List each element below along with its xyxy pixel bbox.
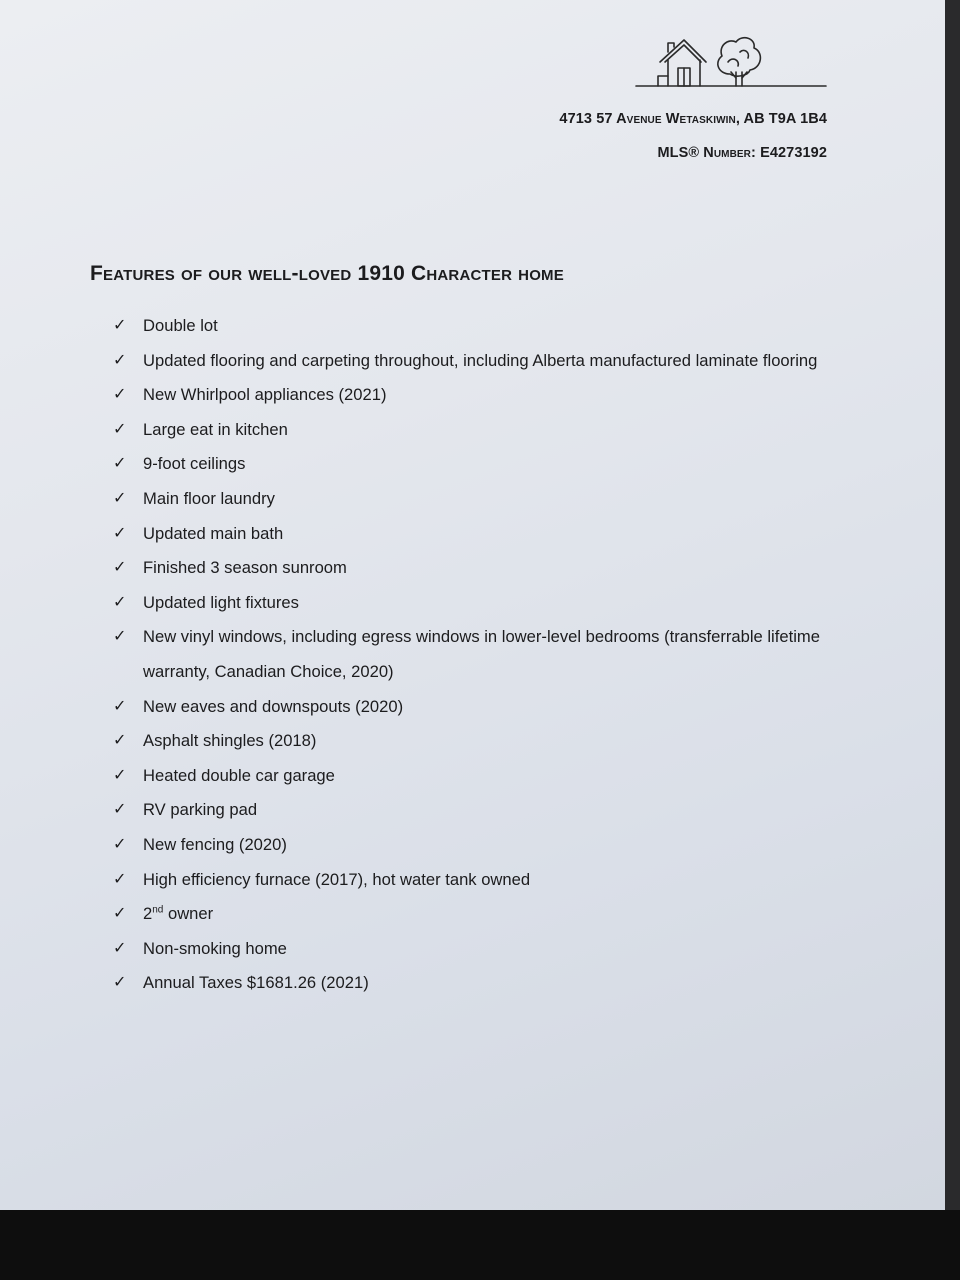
feature-rest: owner [163,904,214,924]
feature-text: RV parking pad [143,800,258,820]
checkmark-icon: ✓ [113,974,127,992]
checkmark-icon: ✓ [113,559,127,577]
feature-item [113,586,833,621]
feature-text: Updated main bath [143,523,284,543]
features-list [113,309,833,1001]
checkmark-icon: ✓ [113,766,127,784]
feature-item [113,759,833,794]
feature-item [113,309,833,344]
checkmark-icon: ✓ [113,455,127,473]
feature-item [113,551,833,586]
page-title: Features of our well-loved 1910 Character home [90,262,564,285]
property-address: 4713 57 Avenue Wetaskiwin, AB T9A 1B4 [559,111,827,127]
feature-text: Large eat in kitchen [143,419,288,439]
feature-text: Updated light fixtures [143,592,299,612]
feature-item [113,690,833,725]
checkmark-icon: ✓ [113,351,127,369]
feature-text: New vinyl windows, including egress windows in lower-level bedrooms (transferrable lifetime warranty, Canadian Choice, 2020) [143,627,820,681]
feature-text: Double lot [143,316,218,335]
feature-item [113,620,833,689]
ordinal-suffix: nd [152,904,164,916]
checkmark-icon: ✓ [113,317,127,334]
feature-text: Finished 3 season sunroom [143,558,347,578]
feature-text: Main floor laundry [143,488,275,508]
mls-value: E4273192 [760,145,827,161]
feature-item [113,413,833,448]
checkmark-icon: ✓ [113,697,127,715]
feature-text [143,904,213,923]
checkmark-icon: ✓ [113,835,127,853]
feature-item [113,932,833,967]
feature-text: High efficiency furnace (2017), hot water tank owned [143,869,531,889]
checkmark-icon: ✓ [113,939,127,957]
feature-text: New Whirlpool appliances (2021) [143,385,387,405]
feature-text: New eaves and downspouts (2020) [143,696,404,716]
checkmark-icon: ✓ [113,593,127,611]
house-and-tree-icon [632,32,832,92]
checkmark-icon: ✓ [113,386,127,404]
feature-item [113,378,833,413]
feature-text: Heated double car garage [143,765,335,785]
checkmark-icon: ✓ [113,732,127,750]
feature-item [113,966,833,1001]
feature-item [113,793,833,828]
checkmark-icon: ✓ [113,524,127,542]
checkmark-icon: ✓ [113,905,127,923]
feature-text: Asphalt shingles (2018) [143,731,317,751]
feature-text: Updated flooring and carpeting throughout, including Alberta manufactured laminate flooring [143,350,818,370]
mls-label: MLS® Number: [657,145,756,161]
feature-text: 9-foot ceilings [143,454,246,474]
feature-item [113,828,833,863]
feature-item [113,863,833,898]
checkmark-icon: ✓ [113,870,127,888]
background-surface [0,1210,960,1280]
checkmark-icon: ✓ [113,489,127,507]
checkmark-icon: ✓ [113,801,127,819]
feature-item [113,344,833,379]
feature-text: New fencing (2020) [143,834,287,854]
checkmark-icon: ✓ [113,420,127,438]
feature-text: Non-smoking home [143,938,287,958]
feature-text: Annual Taxes $1681.26 (2021) [143,973,369,993]
checkmark-icon: ✓ [113,628,127,646]
mls-number [657,145,827,161]
page-shadow-edge [945,0,960,1210]
feature-item [113,482,833,517]
feature-item [113,724,833,759]
feature-number: 2 [143,904,153,924]
feature-item [113,447,833,482]
feature-item [113,517,833,552]
feature-item [113,897,833,932]
